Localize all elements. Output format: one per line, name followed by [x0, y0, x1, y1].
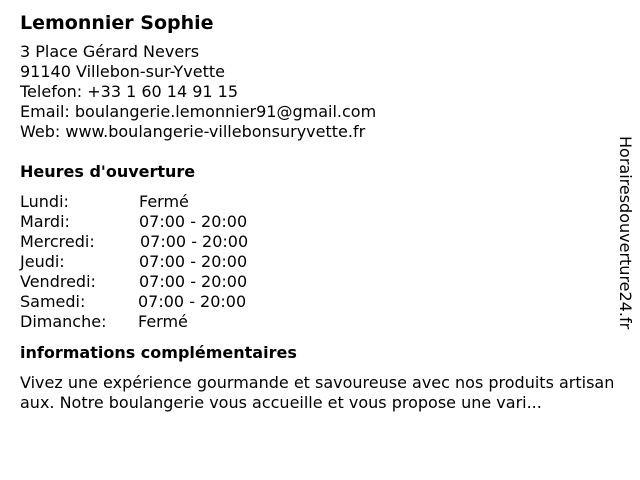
hours-row-tuesday: [20, 212, 610, 232]
hours-time: 07:00 - 20:00: [138, 292, 247, 311]
hours-row-monday: [20, 192, 610, 212]
hours-title: Heures d'ouverture: [20, 162, 196, 181]
hours-row-friday: [20, 272, 610, 292]
hours-day: Lundi:: [20, 192, 69, 211]
hours-row-saturday: [20, 292, 610, 312]
hours-time: Fermé: [139, 192, 189, 211]
hours-day: Vendredi:: [20, 272, 96, 291]
hours-table: [20, 192, 610, 332]
email-line: Email: boulangerie.lemonnier91@gmail.com: [20, 102, 377, 121]
hours-day: Jeudi:: [20, 252, 65, 271]
hours-day: Samedi:: [20, 292, 86, 311]
contact-block: [20, 42, 610, 142]
brand-watermark: Horairesdouverture24.fr: [616, 136, 635, 330]
info-description: Vivez une expérience gourmande et savoureuse avec nos produits artisanaux. Notre boulangerie vous accueille et vous propose une vari...: [20, 373, 615, 412]
info-title: informations complémentaires: [20, 343, 297, 362]
web-line: Web: www.boulangerie-villebonsuryvette.fr: [20, 122, 366, 141]
hours-time: Fermé: [138, 312, 188, 331]
business-card: [20, 10, 615, 413]
business-name: Lemonnier Sophie: [20, 12, 214, 34]
address-line-street: 3 Place Gérard Nevers: [20, 42, 200, 61]
hours-time: 07:00 - 20:00: [139, 212, 248, 231]
hours-row-thursday: [20, 252, 610, 272]
hours-row-sunday: [20, 312, 610, 332]
address-line-city: 91140 Villebon-sur-Yvette: [20, 62, 225, 81]
hours-day: Mercredi:: [20, 232, 95, 251]
hours-day: Dimanche:: [20, 312, 107, 331]
phone-line: Telefon: +33 1 60 14 91 15: [20, 82, 239, 101]
hours-time: 07:00 - 20:00: [140, 232, 249, 251]
hours-row-wednesday: [20, 232, 610, 252]
hours-time: 07:00 - 20:00: [139, 252, 248, 271]
hours-time: 07:00 - 20:00: [139, 272, 248, 291]
hours-day: Mardi:: [20, 212, 70, 231]
